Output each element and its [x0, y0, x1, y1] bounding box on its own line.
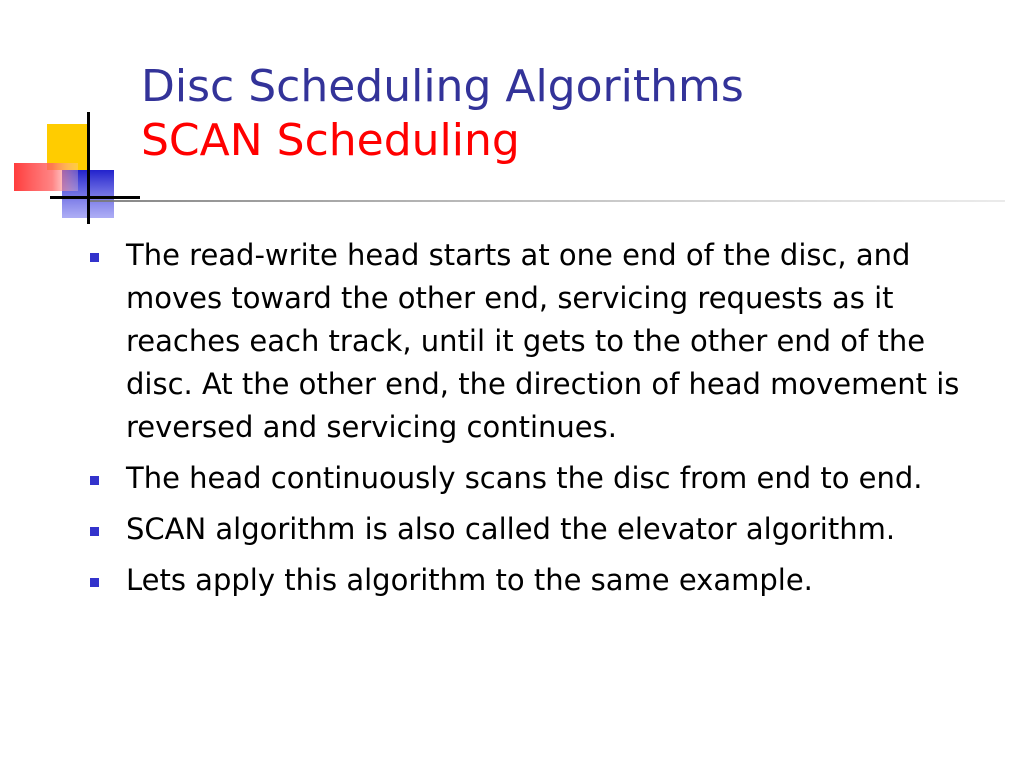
bullet-item [90, 457, 990, 500]
bullet-square-icon [90, 476, 99, 485]
bullet-square-icon [90, 578, 99, 587]
bullet-list [90, 234, 990, 602]
ornament-blue-square [62, 170, 114, 218]
ornament-yellow-square [47, 124, 89, 170]
title-rule [90, 200, 1005, 202]
slide-subtitle: SCAN Scheduling [141, 115, 520, 166]
slide-title: Disc Scheduling Algorithms [141, 61, 744, 112]
bullet-text: Lets apply this algorithm to the same example. [126, 563, 813, 597]
slide-content [90, 234, 990, 610]
bullet-text: The head continuously scans the disc from end to end. [126, 461, 923, 495]
bullet-square-icon [90, 253, 99, 262]
bullet-item [90, 559, 990, 602]
bullet-item [90, 508, 990, 551]
title-block [141, 58, 1001, 166]
ornament-horizontal-line [50, 196, 140, 199]
bullet-item [90, 234, 990, 449]
bullet-square-icon [90, 527, 99, 536]
bullet-text: The read-write head starts at one end of the disc, and moves toward the other end, servicing requests as it reaches each track, until it gets to the other end of the disc. At the other end, the direction of head movement is reversed and servicing continues. [126, 238, 960, 444]
bullet-text: SCAN algorithm is also called the elevator algorithm. [126, 512, 896, 546]
ornament-red-bar [14, 163, 78, 191]
ornament-vertical-line [87, 112, 90, 224]
